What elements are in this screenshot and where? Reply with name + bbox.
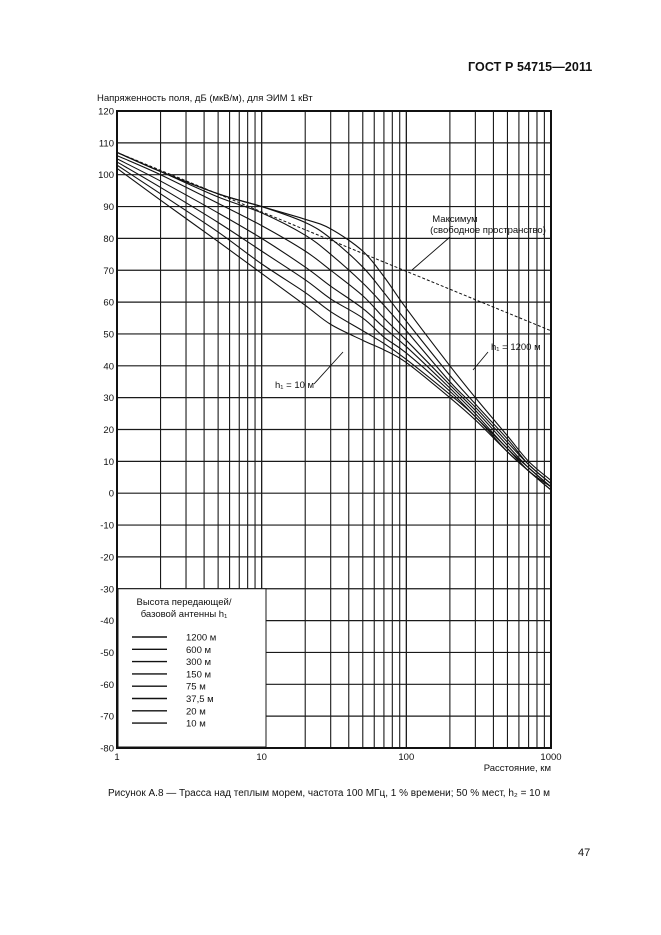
x-axis-title: Расстояние, км — [483, 763, 551, 774]
x-tick-label: 1000 — [540, 752, 562, 763]
legend-entry-label: 75 м — [186, 681, 206, 693]
y-tick-label: 100 — [98, 170, 114, 182]
series-curve-375 — [117, 162, 551, 487]
legend-entry-label: 37,5 м — [186, 694, 214, 705]
y-tick-label: 10 — [103, 456, 114, 468]
x-tick-label: 100 — [398, 752, 415, 763]
y-tick-label: 0 — [108, 488, 114, 500]
arrow-h1-10 — [314, 352, 343, 384]
legend-entry-label: 150 м — [186, 669, 212, 681]
y-tick-label: 70 — [103, 265, 114, 277]
y-tick-label: 60 — [103, 297, 114, 309]
annotation-h1-1200: h₁ = 1200 м — [491, 342, 541, 353]
y-tick-label: -30 — [100, 584, 114, 596]
y-tick-label: -10 — [100, 520, 114, 532]
x-tick-label: 1 — [114, 752, 120, 763]
data-series — [117, 152, 551, 490]
y-tick-label: -40 — [100, 616, 114, 628]
x-tick-label: 10 — [256, 752, 267, 763]
arrow-free-space — [412, 237, 450, 270]
legend-entry-label: 1200 м — [186, 632, 217, 644]
y-tick-label: 40 — [103, 361, 114, 373]
y-axis-title: Напряженность поля, дБ (мкВ/м), для ЭИМ 1 кВт — [97, 93, 313, 104]
y-axis-ticks — [98, 107, 114, 755]
y-tick-label: 50 — [103, 329, 114, 341]
y-tick-label: -20 — [100, 552, 114, 564]
annotation-h1-10: h₁ = 10 м — [275, 380, 315, 391]
series-curve-600 — [117, 152, 551, 483]
series-curve-20 — [117, 165, 551, 490]
series-curve-10 — [117, 168, 551, 490]
document-header: ГОСТ Р 54715—2011 — [468, 60, 593, 74]
y-tick-label: 20 — [103, 425, 114, 436]
y-tick-label: -70 — [100, 711, 114, 723]
y-tick-label: 110 — [98, 138, 114, 150]
figure-caption: Рисунок А.8 — Трасса над теплым морем, частота 100 МГц, 1 % времени; 50 % мест, h₂ = 10 м — [108, 788, 550, 799]
y-tick-label: 30 — [103, 393, 114, 405]
y-tick-label: 120 — [98, 106, 114, 118]
annotation-maximum: Максимум — [432, 214, 478, 225]
y-tick-label: 80 — [103, 233, 114, 245]
annotation-free-space: (свободное пространство) — [430, 225, 546, 236]
series-curve-300 — [117, 152, 551, 483]
x-axis-ticks — [114, 752, 561, 763]
legend-entry-label: 600 м — [186, 644, 212, 656]
legend-entry-label: 300 м — [186, 657, 212, 669]
page-number: 47 — [578, 847, 591, 859]
legend-title-line1: Высота передающей/ — [136, 597, 232, 608]
series-curve-150 — [117, 156, 551, 487]
legend-entry-label: 20 м — [186, 706, 206, 718]
series-curve-1200 — [117, 152, 551, 480]
y-tick-label: 90 — [103, 202, 114, 214]
y-tick-label: -50 — [100, 647, 114, 659]
y-tick-label: -60 — [100, 679, 114, 691]
legend-title-line2: базовой антенны h₁ — [140, 609, 228, 620]
legend-entry-label: 10 м — [186, 718, 206, 730]
y-tick-label: -80 — [100, 743, 114, 755]
